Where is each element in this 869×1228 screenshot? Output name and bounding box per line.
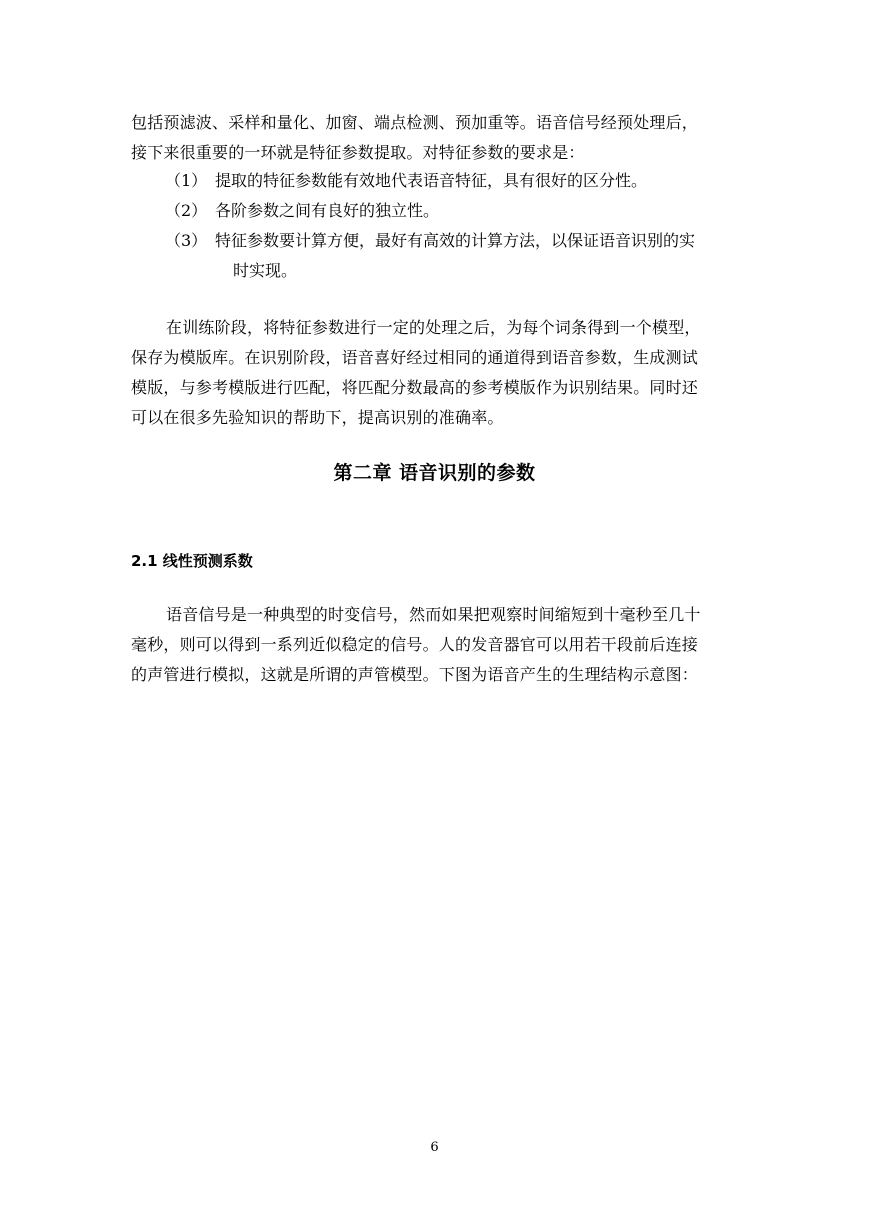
list-item-number: （3） xyxy=(165,231,208,250)
list-item-line: 特征参数要计算方便，最好有高效的计算方法，以保证语音识别的实 xyxy=(215,231,696,250)
paragraph-line: 模版，与参考模版进行匹配，将匹配分数最高的参考模版作为识别结果。同时还 xyxy=(131,378,699,397)
paragraph-line: 保存为模版库。在识别阶段，语音喜好经过相同的通道得到语音参数，生成测试 xyxy=(131,348,699,367)
paragraph-line: 的声管进行模拟，这就是所谓的声管模型。下图为语音产生的生理结构示意图： xyxy=(131,665,699,684)
paragraph-line: 包括预滤波、采样和量化、加窗、端点检测、预加重等。语音信号经预处理后， xyxy=(131,113,699,132)
paragraph-line: 接下来很重要的一环就是特征参数提取。对特征参数的要求是： xyxy=(131,143,585,162)
paragraph-line: 毫秒，则可以得到一系列近似稳定的信号。人的发音器官可以用若干段前后连接 xyxy=(131,635,699,654)
requirements-list xyxy=(165,166,743,286)
list-item-text xyxy=(215,166,743,196)
paragraph-line: 在训练阶段，将特征参数进行一定的处理之后，为每个词条得到一个模型， xyxy=(166,318,701,337)
list-item-number: （1） xyxy=(165,171,208,190)
paragraph-line: 语音信号是一种典型的时变信号，然而如果把观察时间缩短到十毫秒至几十 xyxy=(166,605,701,624)
paragraph-line: 可以在很多先验知识的帮助下，提高识别的准确率。 xyxy=(131,408,504,427)
paragraph-training xyxy=(131,313,743,433)
paragraph-intro xyxy=(131,108,743,168)
list-item-line: 提取的特征参数能有效地代表语音特征，具有很好的区分性。 xyxy=(215,171,648,190)
list-item-text xyxy=(215,226,743,286)
list-item-text xyxy=(215,196,743,226)
list-item xyxy=(165,196,743,226)
list-item xyxy=(165,166,743,196)
list-item xyxy=(165,226,743,286)
list-item-line: 各阶参数之间有良好的独立性。 xyxy=(215,201,440,220)
list-item-number: （2） xyxy=(165,201,208,220)
list-item-line: 时实现。 xyxy=(233,261,298,280)
section-title: 2.1 线性预测系数 xyxy=(131,552,253,570)
chapter-title: 第二章 语音识别的参数 xyxy=(333,462,536,484)
page-number: 6 xyxy=(430,1140,439,1155)
paragraph-lpc xyxy=(131,600,743,690)
